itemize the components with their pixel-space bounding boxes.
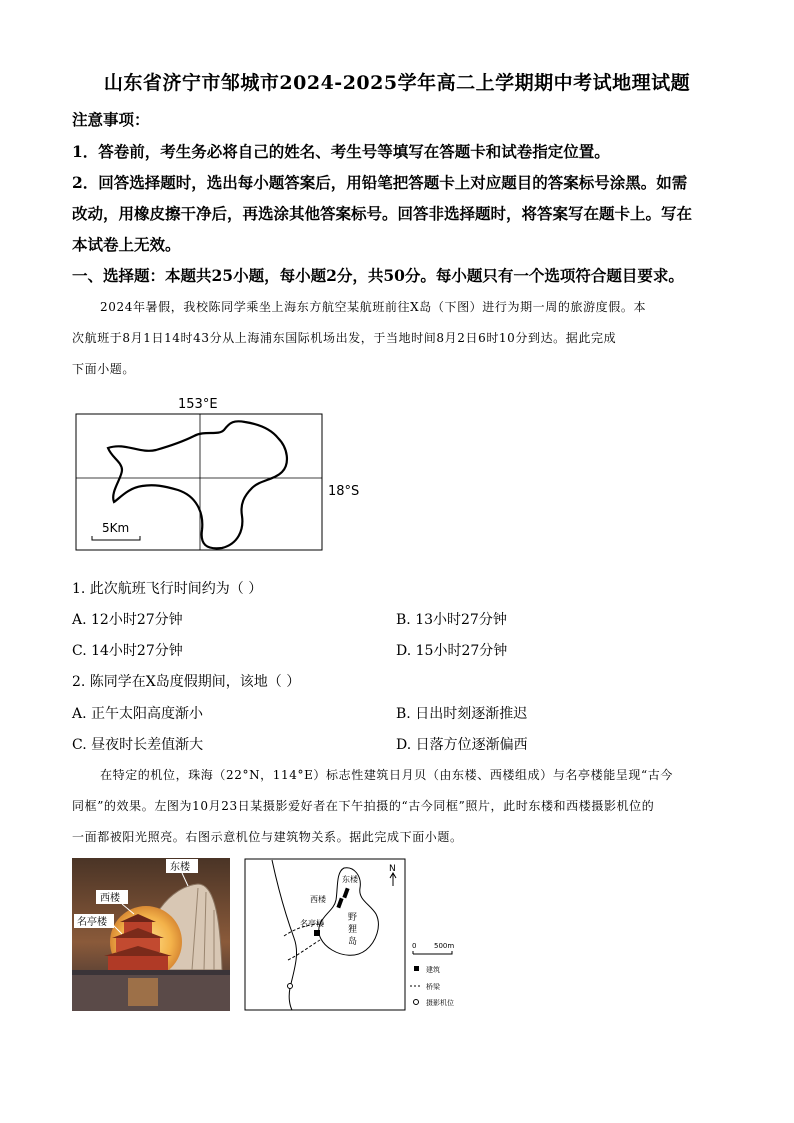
passage1-line-3: 下面小题。 xyxy=(72,362,136,376)
passage1-line-1: 2024年暑假，我校陈同学乘坐上海东方航空某航班前往X岛（下图）进行为期一周的旅游度假。本 xyxy=(100,300,647,314)
notice-heading: 注意事项： xyxy=(72,110,150,129)
schematic-label-west: 西楼 xyxy=(310,895,326,904)
photo-label-east: 东楼 xyxy=(170,862,190,873)
island-label-3: 岛 xyxy=(348,937,358,947)
pavilion-mark xyxy=(314,930,320,936)
q1-option-a[interactable]: A. 12小时27分钟 xyxy=(72,612,183,628)
photo-label-west: 西楼 xyxy=(100,893,120,904)
schematic-label-east: 东楼 xyxy=(342,875,358,884)
q2-option-d[interactable]: D. 日落方位逐渐偏西 xyxy=(396,737,528,753)
legend-building-icon xyxy=(414,966,419,971)
schematic-frame xyxy=(245,859,405,1010)
legend-camera-label: 摄影机位 xyxy=(426,999,454,1007)
coastline xyxy=(272,860,297,1010)
sun-reflection xyxy=(128,978,158,1006)
section-heading: 一、选择题：本题共25小题，每小题2分，共50分。每小题只有一个选项符合题目要求。 xyxy=(72,266,684,285)
schematic-label-pavilion: 名亭楼 xyxy=(300,919,324,928)
scale-label: 5Km xyxy=(102,521,130,535)
island-map xyxy=(70,392,370,557)
island-label-2: 狸 xyxy=(348,925,358,935)
scale-zero: 0 xyxy=(412,942,417,950)
scale-bar xyxy=(92,536,140,540)
north-arrow-icon xyxy=(390,873,396,886)
latitude-label: 18°S xyxy=(328,484,360,499)
page-title: 山东省济宁市邹城市2024-2025学年高二上学期期中考试地理试题 xyxy=(103,72,691,94)
photo-label-pavilion: 名亭楼 xyxy=(77,917,107,928)
scale-bar xyxy=(413,951,452,954)
island-outline xyxy=(108,421,287,548)
q2-stem: 2. 陈同学在X岛度假期间，该地（ ） xyxy=(72,674,301,690)
notice-item-2-line-1: 2．回答选择题时，选出每小题答案后，用铅笔把答题卡上对应题目的答案标号涂黑。如需 xyxy=(72,173,688,192)
north-label: N xyxy=(389,864,396,874)
passage2-line-3: 一面都被阳光照亮。右图示意机位与建筑物关系。据此完成下面小题。 xyxy=(72,830,463,844)
q2-option-c[interactable]: C. 昼夜时长差值渐大 xyxy=(72,737,204,753)
q1-option-c[interactable]: C. 14小时27分钟 xyxy=(72,643,183,659)
east-building-mark xyxy=(342,888,349,899)
legend-bridge-label: 桥梁 xyxy=(426,983,440,991)
legend-building-label: 建筑 xyxy=(426,966,440,974)
camera-position-map xyxy=(244,858,468,1013)
notice-item-1: 1．答卷前，考生务必将自己的姓名、考生号等填写在答题卡和试卷指定位置。 xyxy=(72,142,610,161)
longitude-label: 153°E xyxy=(178,397,218,412)
island-label-1: 野 xyxy=(348,913,358,923)
camera-position-mark xyxy=(288,984,293,989)
q2-option-b[interactable]: B. 日出时刻逐渐推迟 xyxy=(396,706,528,722)
q1-option-d[interactable]: D. 15小时27分钟 xyxy=(396,643,508,659)
passage2-line-1: 在特定的机位，珠海（22°N，114°E）标志性建筑日月贝（由东楼、西楼组成）与名亭楼能呈现“古今 xyxy=(100,768,673,782)
bridge-deck xyxy=(72,970,230,975)
pavilion-lower xyxy=(108,956,168,972)
west-building-mark xyxy=(336,898,343,909)
q2-option-a[interactable]: A. 正午太阳高度渐小 xyxy=(72,706,204,722)
scale-500: 500m xyxy=(434,942,455,950)
notice-item-2-line-2: 改动，用橡皮擦干净后，再选涂其他答案标号。回答非选择题时，将答案写在题卡上。写在 xyxy=(72,204,693,223)
notice-item-2-line-3: 本试卷上无效。 xyxy=(72,235,181,254)
sunset-photo xyxy=(72,858,230,1011)
passage2-line-2: 同框”的效果。左图为10月23日某摄影爱好者在下午拍摄的“古今同框”照片，此时东楼和西楼摄影机位的 xyxy=(72,799,655,813)
q1-stem: 1. 此次航班飞行时间约为（ ） xyxy=(72,581,263,597)
q1-option-b[interactable]: B. 13小时27分钟 xyxy=(396,612,507,628)
bridge-lower xyxy=(288,940,320,960)
passage1-line-2: 次航班于8月1日14时43分从上海浦东国际机场出发，于当地时间8月2日6时10分到达。据此完成 xyxy=(72,331,617,345)
legend-camera-icon xyxy=(414,1000,419,1005)
